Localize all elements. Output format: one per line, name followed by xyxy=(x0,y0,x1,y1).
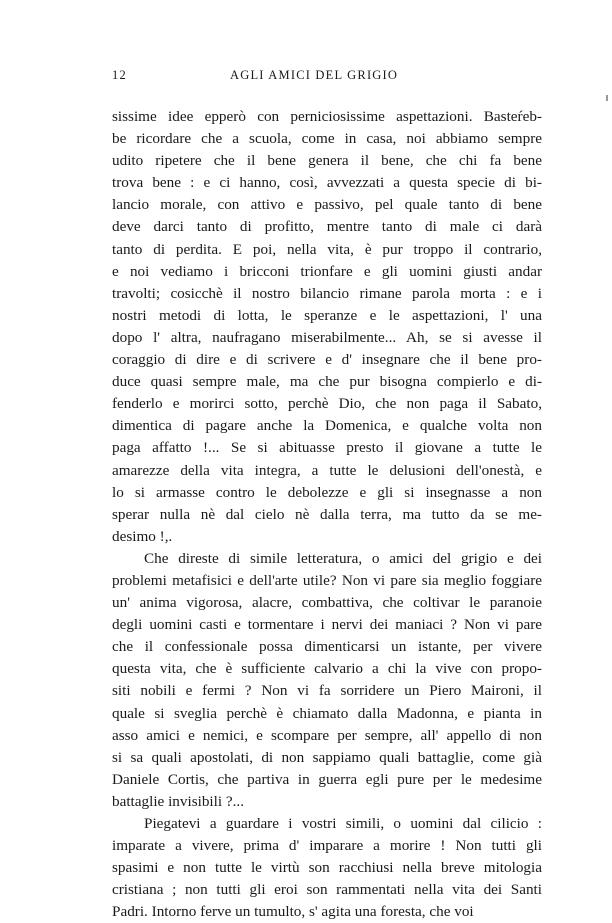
paragraph xyxy=(112,813,542,923)
paragraph xyxy=(112,106,542,548)
text-line: Padri. Intorno ferve un tumulto, s' agita una foresta, che voi xyxy=(112,903,474,921)
text-line: travolti; cosicchè il nostro bilancio rimane parola morta : e i xyxy=(112,284,542,302)
text-line: paga affatto !... Se si abituasse presto il giovane a tutte le xyxy=(112,439,542,457)
text-line: siti nobili e fermi ? Non vi fa sorridere un Piero Maironi, il xyxy=(112,682,542,700)
text-line: Piegatevi a guardare i vostri simili, o uomini dal cilicio : xyxy=(144,815,542,832)
text-line: asso amici e nemici, e scompare per sempre, all' appello di non xyxy=(112,726,542,744)
text-line: Daniele Cortis, che partiva in guerra egli pure per le medesime xyxy=(112,770,542,788)
text-line: nostri metodi di lotta, le speranze e le aspettazioni, l' una xyxy=(112,306,542,324)
text-line: tanto di perdita. E poi, nella vita, è pur troppo il contrario, xyxy=(112,240,542,258)
text-line: duce quasi sempre male, ma che pur bisogna compierlo e di- xyxy=(112,373,542,391)
text-line: amarezze della vita integra, a tutte le delusioni dell'onestà, e xyxy=(112,461,542,479)
text-line: quale si sveglia perchè è chiamato dalla Madonna, e pianta in xyxy=(112,704,542,722)
body-text xyxy=(112,106,542,923)
text-line: dimentica di pagare anche la Domenica, e qualche volta non xyxy=(112,417,542,435)
text-line: trova bene : e ci hanno, così, avvezzati a questa specie di bi- xyxy=(112,174,542,192)
text-line: udito ripetere che il bene genera il bene, che chi fa bene xyxy=(112,152,542,170)
text-line: si sa quali apostolati, di non sappiamo quali battaglie, come già xyxy=(112,748,542,766)
text-line: deve darci tanto di profitto, mentre tanto di male ci darà xyxy=(112,218,542,236)
text-line: sperar nulla nè dal cielo nè dalla terra, ma tutto da se me- xyxy=(112,505,542,523)
text-line: dopo l' altra, naufragano miserabilmente... Ah, se si avesse il xyxy=(112,328,542,346)
text-line: be ricordare che a scuola, come in casa, noi abbiamo sempre xyxy=(112,130,542,148)
text-line: fenderlo e morirci sotto, perchè Dio, che non paga il Sabato, xyxy=(112,395,542,413)
text-line: Che direste di simile letteratura, o amici del grigio e dei xyxy=(144,549,542,567)
text-line: coraggio di dire e di scrivere e d' insegnare che il bene pro- xyxy=(112,351,542,369)
text-line: battaglie invisibili ?... xyxy=(112,792,245,810)
text-line: problemi metafisici e dell'arte utile? Non vi pare sia meglio foggiare xyxy=(112,571,542,589)
text-line: sissime idee epperò con perniciosissime aspettazioni. Basteŕeb- xyxy=(112,108,542,125)
text-line: desimo !,. xyxy=(112,527,173,545)
page-edge-mark xyxy=(606,95,608,101)
text-line: lo si armasse contro le debolezze e gli si insegnasse a non xyxy=(112,483,542,501)
text-line: che il confessionale possa dimenticarsi un istante, per vivere xyxy=(112,638,542,656)
running-header xyxy=(112,68,542,86)
text-line: imparate a vivere, prima d' imparare a morire ! Non tutti gli xyxy=(112,837,542,855)
text-line: lancio morale, con attivo e passivo, pel quale tanto di bene xyxy=(112,196,542,214)
text-line: questa vita, che è sufficiente calvario a chi la vive con propo- xyxy=(112,660,542,678)
text-line: degli uomini casti e tormentare i nervi dei maniaci ? Non vi pare xyxy=(112,616,542,634)
text-line: spasimi e non tutte le virtù son racchiusi nella breve mitologia xyxy=(112,859,542,877)
text-line: e noi vediamo i bricconi trionfare e gli uomini giusti andar xyxy=(112,262,542,280)
text-line: un' anima vigorosa, alacre, combattiva, che coltivar le paranoie xyxy=(112,594,542,612)
page-number: 12 xyxy=(112,68,127,82)
running-title: AGLI AMICI DEL GRIGIO xyxy=(230,68,399,82)
paragraph xyxy=(112,548,542,813)
text-line: cristiana ; non tutti gli eroi son rammentati nella vita dei Santi xyxy=(112,881,542,899)
